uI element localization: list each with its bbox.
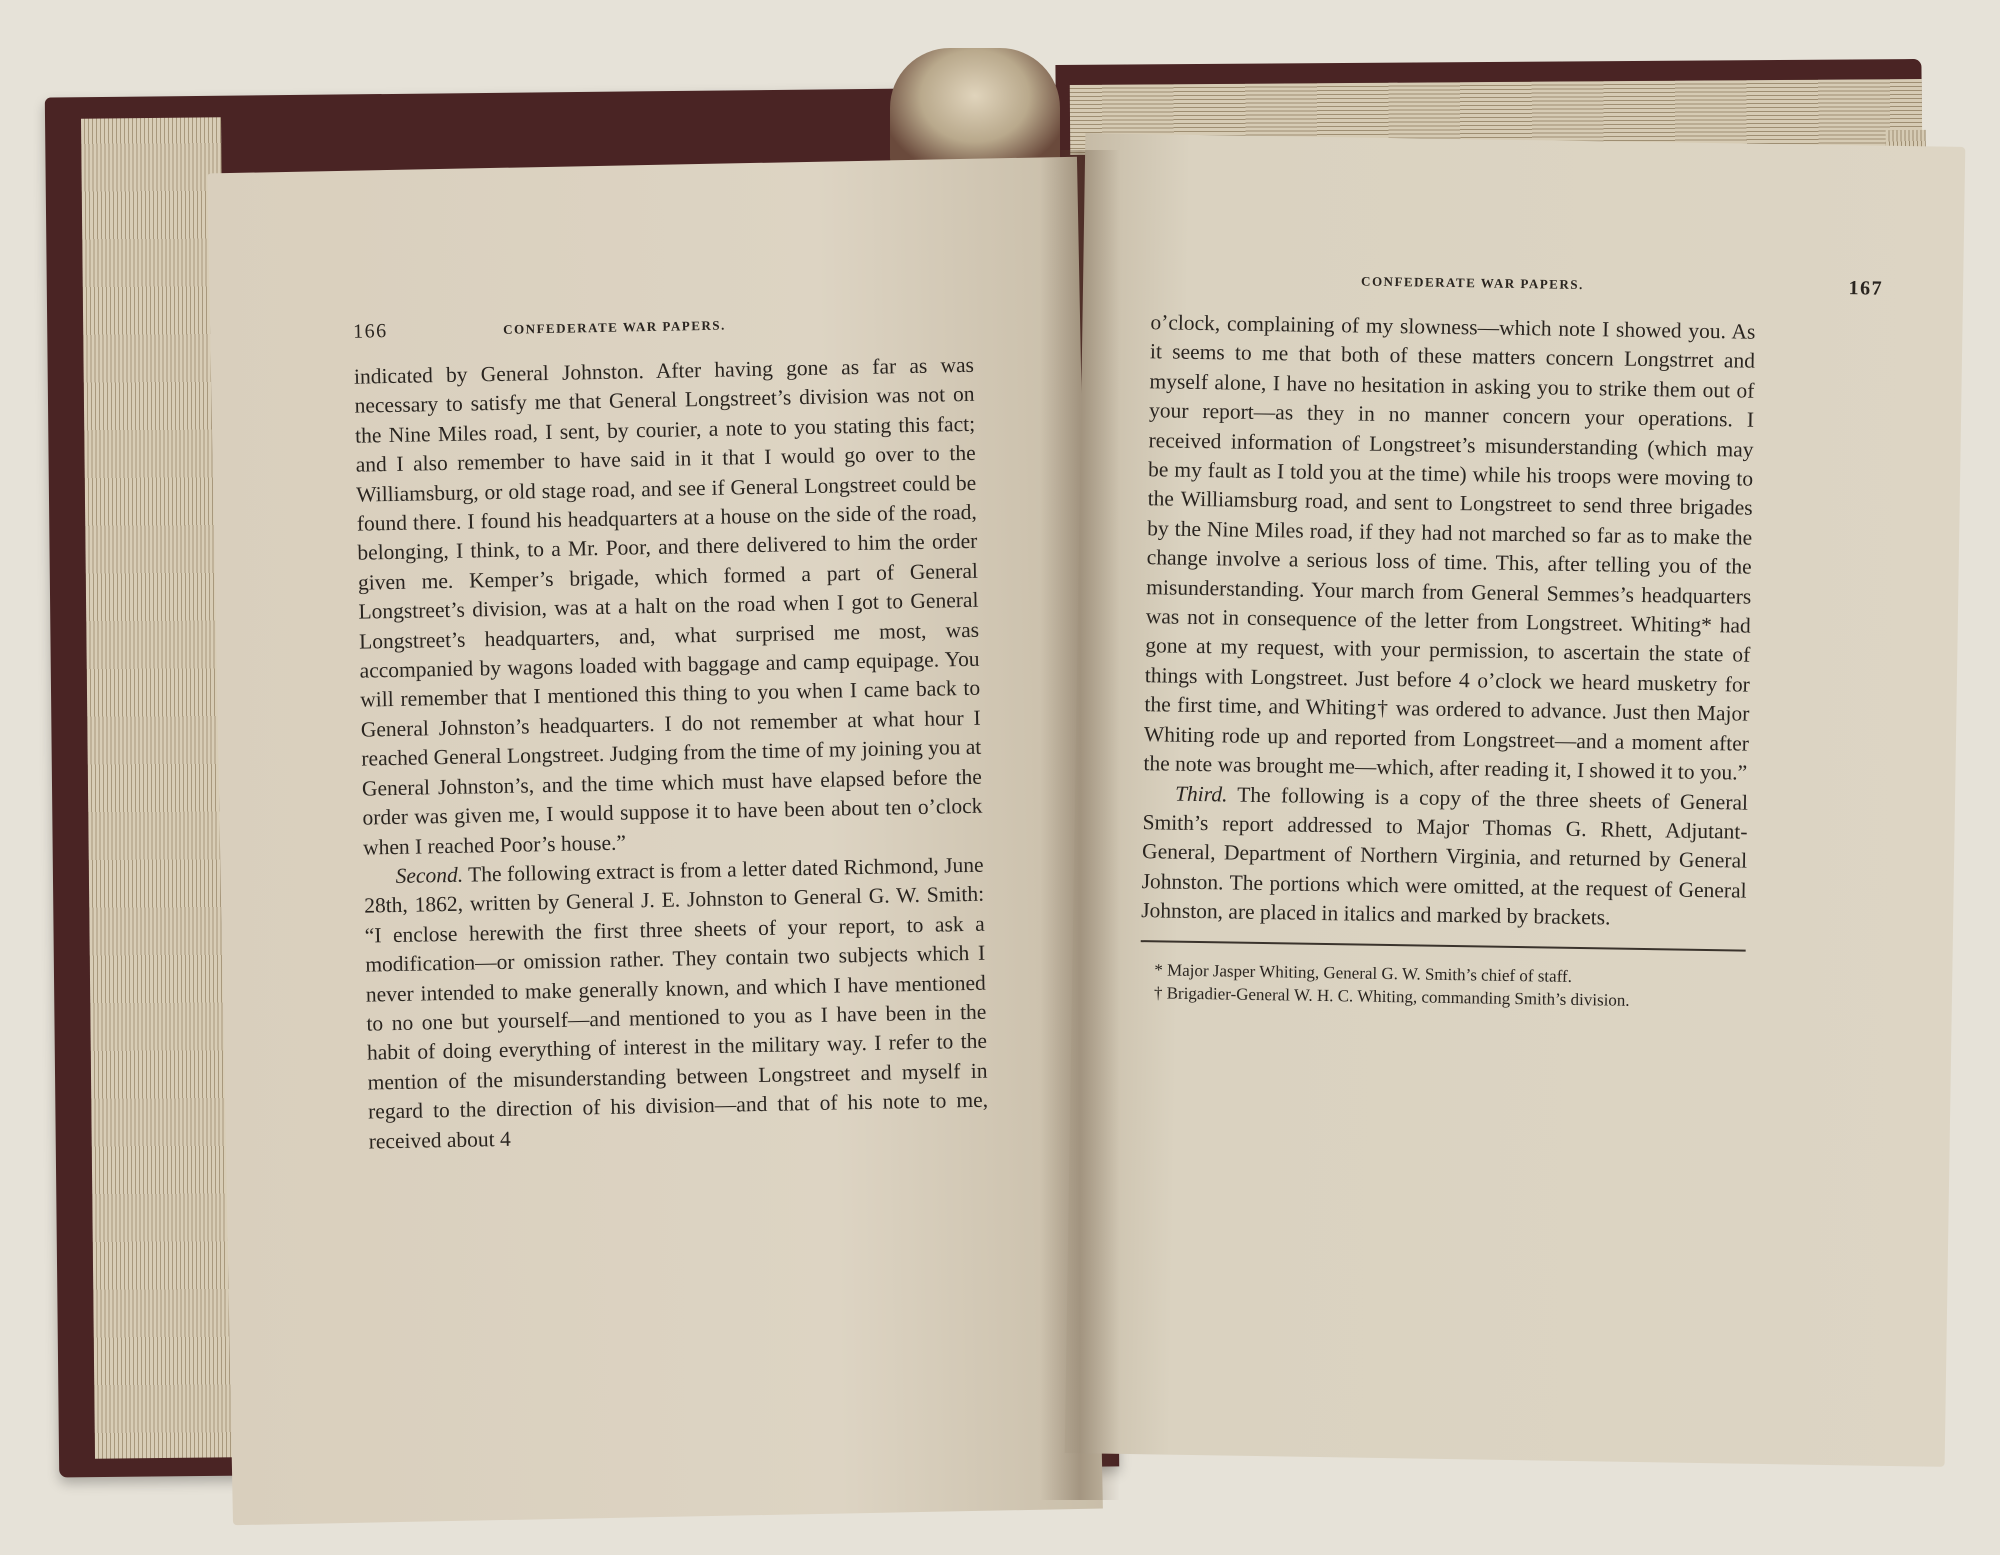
book-spine bbox=[890, 48, 1060, 168]
right-book-title: CONFEDERATE WAR PAPERS. bbox=[1361, 273, 1584, 293]
footnote-1: * Major Jasper Whiting, General G. W. Smith’s chief of staff. bbox=[1154, 960, 1573, 986]
left-paragraph-second bbox=[363, 851, 989, 1157]
footnotes bbox=[1140, 958, 1746, 1013]
left-paragraph-1: indicated by General Johnston. After having gone as far as was necessary to satisfy me that General Longstreet’s division was not on the Nine Miles road, I sent, by courier, a note to you stating this fact; and I also remember to have said in it that I would go over to the Williamsburg, or old stage road, and see if General Longstreet could be found there. I found his headquarters at a house on the side of the road, belonging, I think, to a Mr. Poor, and there delivered to him the order given me. Kemper’s brigade, which formed a part of General Longstreet’s division, was at a halt on the road when I got to General Longstreet’s headquarters, and, what surprised me most, was accompanied by wagons loaded with baggage and camp equipage. You will remember that I mentioned this thing to you when I came back to General Johnston’s headquarters. I do not remember at what hour I reached General Longstreet. Judging from the time of my joining you at General Johnston’s, and the time which must have elapsed before the order was given me, I would suppose it to have been about ten o’clock when I reached Poor’s house.” bbox=[353, 352, 983, 860]
left-page-number: 166 bbox=[352, 320, 388, 343]
right-paragraph-third bbox=[1141, 779, 1748, 936]
footnote-rule bbox=[1141, 940, 1746, 952]
second-text: The following extract is from a letter dated Richmond, June 28th, 1862, written by General J. E. Johnston to General G. W. Smith: “I enclose herewith the first three sheets of your report, to ask a modification—or omission rather. They contain two subjects which I never intended to make generally known, and which I have mentioned to no one but yourself—and mentioned to you as I have been in the habit of doing everything of interest in the military way. I refer to the mention of the misunderstanding between Longstreet and myself in regard to the direction of his division—and that of his note to me, received about 4 bbox=[363, 852, 989, 1154]
left-page bbox=[207, 157, 1103, 1525]
right-page-number: 167 bbox=[1848, 277, 1884, 300]
second-label: Second. bbox=[395, 862, 464, 888]
left-book-title: CONFEDERATE WAR PAPERS. bbox=[503, 317, 726, 337]
right-paragraph-1: o’clock, complaining of my slowness—which note I showed you. As it seems to me that both of these matters concern Longstrret and myself alone, I have no hesitation in asking you to strike them out of your report—as they in no manner concern your operations. I received information of Longstreet’s misunderstanding (which may be my fault as I told you at the time) while his troops were moving to the Williamsburg road, and sent to Longstreet to send three brigades by the Nine Miles road, if they had not marched so far as to make the change involve a serious loss of time. This, after telling you of the misunderstanding. Your march from General Semmes’s headquarters was not in consequence of the letter from Longstreet. Whiting* had gone at my request, with your permission, to ascertain the state of things with Longstreet. Just before 4 o’clock we heard musketry for the first time, and Whiting† was ordered to advance. Just then Major Whiting rode up and reported from Longstreet—and a moment after the note was brought me—which, after reading it, I showed it to you.” bbox=[1143, 310, 1756, 785]
left-body-text bbox=[354, 351, 989, 1157]
right-running-head bbox=[1083, 265, 1963, 309]
left-running-head bbox=[210, 307, 1080, 354]
third-text: The following is a copy of the three sheets of General Smith’s report addressed to Major Thomas G. Rhett, Adjutant-General, Department of Northern Virginia, and returned by General Johnston. The portions which were omitted, at the request of General Johnston, are placed in italics and marked by brackets. bbox=[1141, 781, 1749, 930]
right-page bbox=[1065, 133, 1966, 1467]
third-label: Third. bbox=[1174, 781, 1228, 806]
right-body-text bbox=[1141, 308, 1756, 935]
footnote-2: † Brigadier-General W. H. C. Whiting, commanding Smith’s division. bbox=[1153, 983, 1630, 1010]
